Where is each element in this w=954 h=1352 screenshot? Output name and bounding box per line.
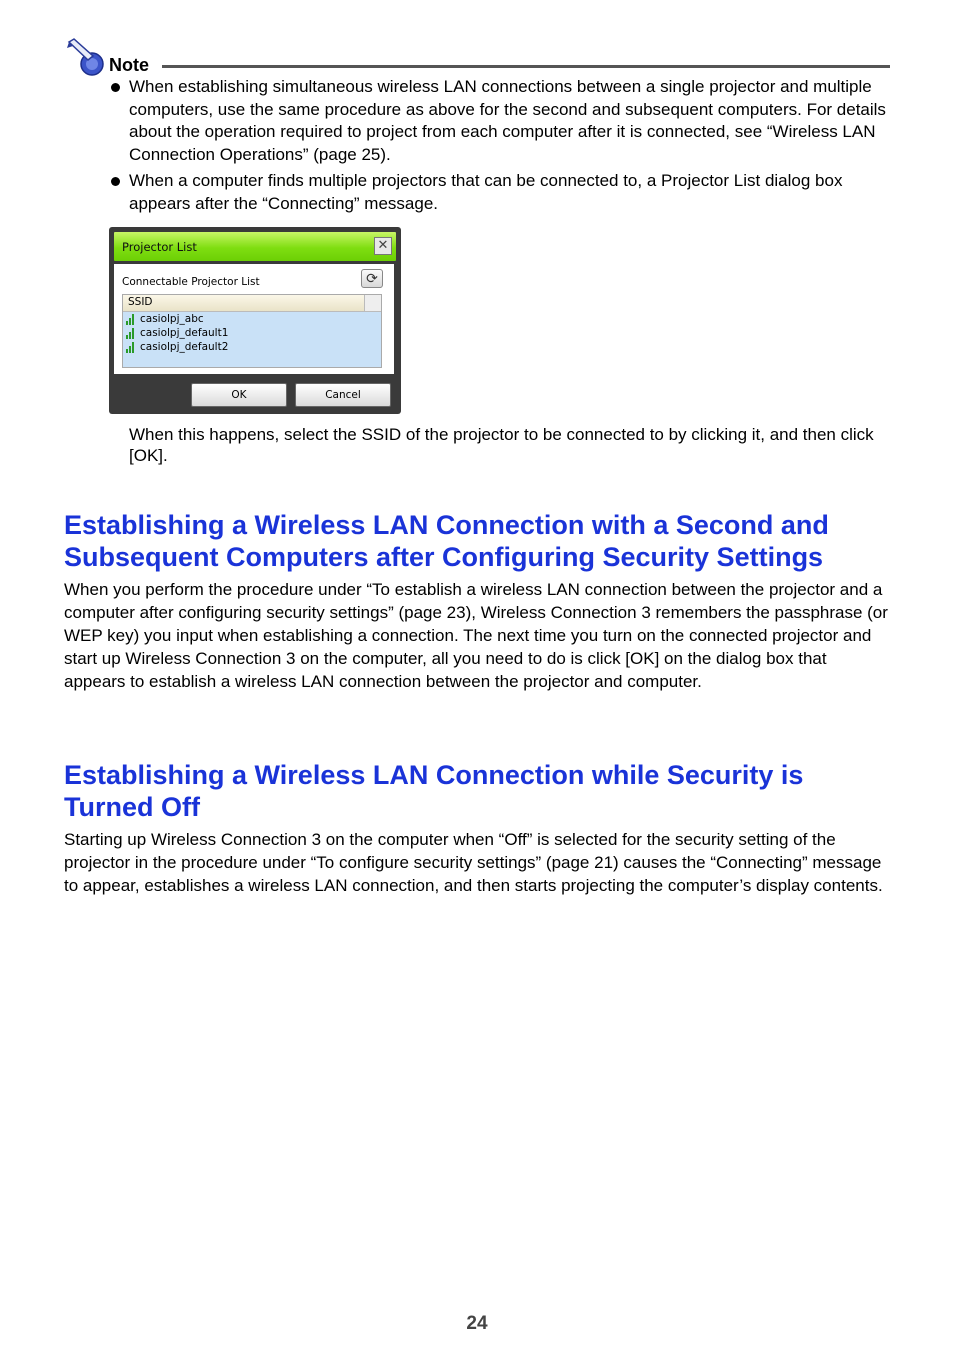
note-bullet: When a computer finds multiple projectors that can be connected to, a Projector List dialog box appears after the “Connecting” message. [108,170,890,215]
signal-icon [126,341,135,353]
pencil-note-icon [66,38,106,76]
section-heading: Establishing a Wireless LAN Connection with a Second and Subsequent Computers after Configuring Security Settings [64,510,829,572]
section-body: When you perform the procedure under “To establish a wireless LAN connection between the projector and a computer after configuring security settings” (page 23), Wireless Connection 3 remembers the passphrase (or WEP key) you input when establishing a connection. The next time you turn on the connected projector and start up Wireless Connection 3 on the computer, all you need to do is click [OK] on the dialog box that appears to establish a wireless LAN connection between the projector and computer. [64,580,888,691]
section-heading: Establishing a Wireless LAN Connection while Security is Turned Off [64,760,804,822]
dialog-title-bar [114,232,396,261]
ok-button[interactable]: OK [191,383,287,407]
cancel-button[interactable]: Cancel [295,383,391,407]
note-header [66,38,890,78]
ssid-header-label: SSID [128,296,153,308]
ssid-name: casiolpj_default2 [140,341,229,353]
ssid-column-header[interactable] [123,295,381,312]
close-icon[interactable]: ✕ [374,237,392,255]
note-bullet-list [108,76,890,218]
section-body: Starting up Wireless Connection 3 on the computer when “Off” is selected for the security setting of the projector in the procedure under “To configure security settings” (page 21) causes the “Connecting” message to appear, establishes a wireless LAN connection, and then starts projecting the computer’s display contents. [64,830,883,895]
ssid-list [122,294,382,368]
note-label: Note [109,55,149,75]
projector-list-dialog [109,227,401,414]
refresh-icon[interactable]: ⟳ [361,269,383,288]
list-item[interactable] [123,326,381,340]
note-bullet: When establishing simultaneous wireless LAN connections between a single projector and multiple computers, use the same procedure as above for the second and subsequent computers. For details about the operation required to project from each computer after it is connected, see “Wireless LAN Connection Operations” (page 25). [108,76,890,167]
dialog-title: Projector List [122,240,197,254]
page-number: 24 [466,1313,488,1334]
note-divider [162,65,890,68]
dialog-instruction: When this happens, select the SSID of the projector to be connected to by clicking it, and then click [OK]. [129,425,874,465]
signal-icon [126,327,135,339]
header-filler [364,295,381,311]
ssid-name: casiolpj_abc [140,313,204,325]
signal-icon [126,313,135,325]
dialog-body [114,264,394,374]
list-title: Connectable Projector List [122,276,260,288]
list-item[interactable] [123,312,381,326]
list-item[interactable] [123,340,381,354]
ssid-name: casiolpj_default1 [140,327,229,339]
